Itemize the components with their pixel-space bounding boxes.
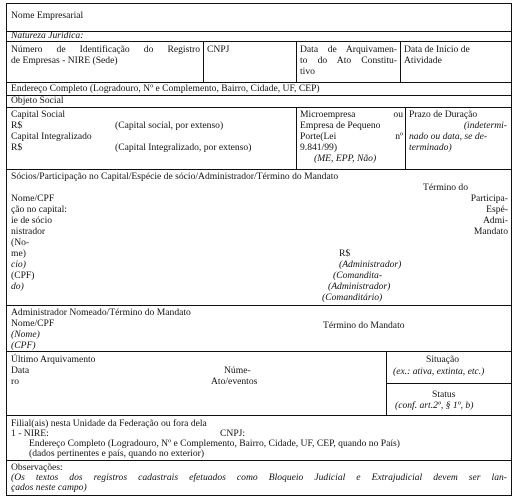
socios-comandita: (Comandita- — [333, 270, 383, 281]
situacao-cell — [387, 352, 511, 384]
micro-line1a: Microempresa — [300, 109, 356, 120]
prazo-line3: nado ou data, se de- — [409, 131, 488, 142]
ultimo-arquivamento-nume: Núme- — [224, 365, 251, 376]
observacoes-line1: (Os textos dos registros cadastrais efetuados como Bloqueio Judicial e Extrajudicial devem ser lan- — [11, 472, 507, 483]
inicio-line1: Data de Início de — [404, 44, 470, 55]
socios-mandato: Mandato — [473, 226, 508, 237]
micro-line5: (ME, EPP, Não) — [314, 153, 377, 164]
socios-cpf: (CPF) — [11, 270, 35, 281]
ultimo-arquivamento-data: Data — [11, 365, 30, 376]
capital-integralizado-label: Capital Integralizado — [11, 131, 92, 142]
capital-social-currency: R$ — [11, 120, 23, 131]
arquivamento-line1: Data de Arquivamen- — [300, 44, 397, 55]
socios-do: do) — [11, 281, 24, 292]
admin-nomeado-header: Administrador Nomeado/Término do Mandato — [11, 307, 191, 318]
row-admin-nomeado — [7, 306, 511, 352]
prazo-line1: Prazo de Duração — [409, 109, 478, 120]
filiais-nire: 1 - NIRE: — [11, 428, 49, 439]
filiais-dados: (dados pertinentes e país, quando no exterior) — [29, 448, 205, 459]
inicio-line2: Atividade — [404, 55, 442, 66]
socios-header: Sócios/Participação no Capital/Espécie de sócio/Administrador/Término do Mandato — [11, 171, 339, 182]
capital-integralizado-currency: R$ — [11, 142, 23, 153]
socios-rs: R$ — [339, 248, 351, 259]
socios-administrador2: (Administrador) — [328, 281, 391, 292]
socios-especie: ie de sócio — [11, 215, 53, 226]
admin-nomeado-termino: Término do Mandato — [323, 320, 405, 331]
capital-social-label: Capital Social — [11, 109, 66, 120]
socios-me: me) — [11, 248, 26, 259]
data-inicio-cell — [400, 42, 511, 82]
micro-line1b: ou — [393, 109, 403, 120]
situacao-hint: (ex.: ativa, extinta, etc.) — [393, 366, 485, 377]
cnpj-cell — [203, 42, 296, 82]
observacoes-header: Observações: — [11, 462, 63, 473]
ultimo-arquivamento-ro: ro — [11, 376, 19, 387]
micro-line3a: Porte(Lei — [300, 131, 337, 142]
ultimo-arquivamento-header: Último Arquivamento — [11, 354, 96, 365]
row-observacoes — [7, 461, 511, 495]
nome-empresarial-label: Nome Empresarial — [11, 10, 84, 21]
socios-participa: Participa- — [470, 193, 508, 204]
endereco-label: Endereço Completo (Logradouro, Nº e Complemento, Bairro, Cidade, UF, CEP) — [11, 83, 320, 94]
ultimo-arquivamento-cell — [7, 352, 386, 415]
micro-line2: Empresa de Pequeno — [300, 120, 381, 131]
socios-admi: Admi- — [482, 215, 508, 226]
socios-administrador: (Administrador) — [339, 259, 402, 270]
micro-line4: 9.841/99) — [300, 142, 338, 153]
filiais-endereco: Endereço Completo (Logradouro, Nº e Complemento, Bairro, Cidade, UF, CEP, quando no País) — [29, 438, 400, 449]
row-socios — [7, 170, 511, 306]
row-nome-empresarial — [7, 4, 511, 32]
socios-nome-cpf: Nome/CPF — [11, 193, 55, 204]
socios-participacao: ção no capital: — [11, 204, 67, 215]
row-natureza-juridica — [7, 32, 511, 42]
ultimo-arquivamento-ato-eventos: Ato/eventos — [211, 376, 258, 387]
observacoes-line2: çados neste campo) — [11, 482, 87, 493]
data-arquivamento-cell — [296, 42, 400, 82]
filiais-header: Filial(ais) nesta Unidade da Federação ou fora dela — [11, 418, 207, 429]
row-ultimo-arquivamento — [7, 352, 511, 416]
microempresa-cell — [296, 108, 405, 169]
socios-nome: (No- — [11, 237, 30, 248]
socios-cio: cio) — [11, 259, 26, 270]
capital-social-extenso: (Capital social, por extenso) — [115, 120, 224, 131]
capital-cell — [7, 108, 296, 169]
situacao-label: Situação — [426, 354, 460, 365]
status-cell — [387, 384, 511, 415]
objeto-social-label: Objeto Social — [11, 95, 64, 106]
status-label: Status — [432, 389, 456, 400]
socios-termino: Término do — [423, 182, 469, 193]
admin-nomeado-nome-cpf: Nome/CPF — [11, 318, 55, 329]
nire-cell — [7, 42, 203, 82]
prazo-line4: terminado) — [409, 142, 452, 153]
row-objeto-social — [7, 96, 511, 108]
prazo-duracao-cell — [405, 108, 511, 169]
situacao-status-cell — [386, 352, 511, 415]
natureza-juridica-label: Natureza Jurídica: — [11, 30, 84, 41]
socios-espe: Espé- — [486, 204, 508, 215]
arquivamento-line3: tivo — [300, 66, 315, 77]
nire-label-line2: de Empresas - NIRE (Sede) — [11, 55, 118, 66]
status-hint: (conf. art.2º, § 1º, b) — [395, 400, 474, 411]
capital-integralizado-extenso: (Capital Integralizado, por extenso) — [115, 142, 252, 153]
row-capital — [7, 108, 511, 170]
socios-comanditario: (Comanditário) — [322, 292, 383, 303]
prazo-line2: (indetermi- — [463, 120, 507, 131]
micro-line3b: nº — [395, 131, 403, 142]
socios-nistrador: nistrador — [11, 226, 46, 237]
company-registration-form — [6, 3, 512, 496]
row-registro — [7, 42, 511, 83]
admin-nomeado-cpf: (CPF) — [11, 340, 36, 351]
nire-label-line1: Número de Identificação do Registro — [11, 44, 200, 55]
arquivamento-line2: to do Ato Constitu- — [300, 55, 397, 66]
cnpj-label: CNPJ — [207, 44, 230, 55]
admin-nomeado-nome: (Nome) — [11, 329, 40, 340]
row-endereco — [7, 83, 511, 96]
row-filiais — [7, 416, 511, 461]
filiais-cnpj: CNPJ: — [220, 428, 246, 439]
